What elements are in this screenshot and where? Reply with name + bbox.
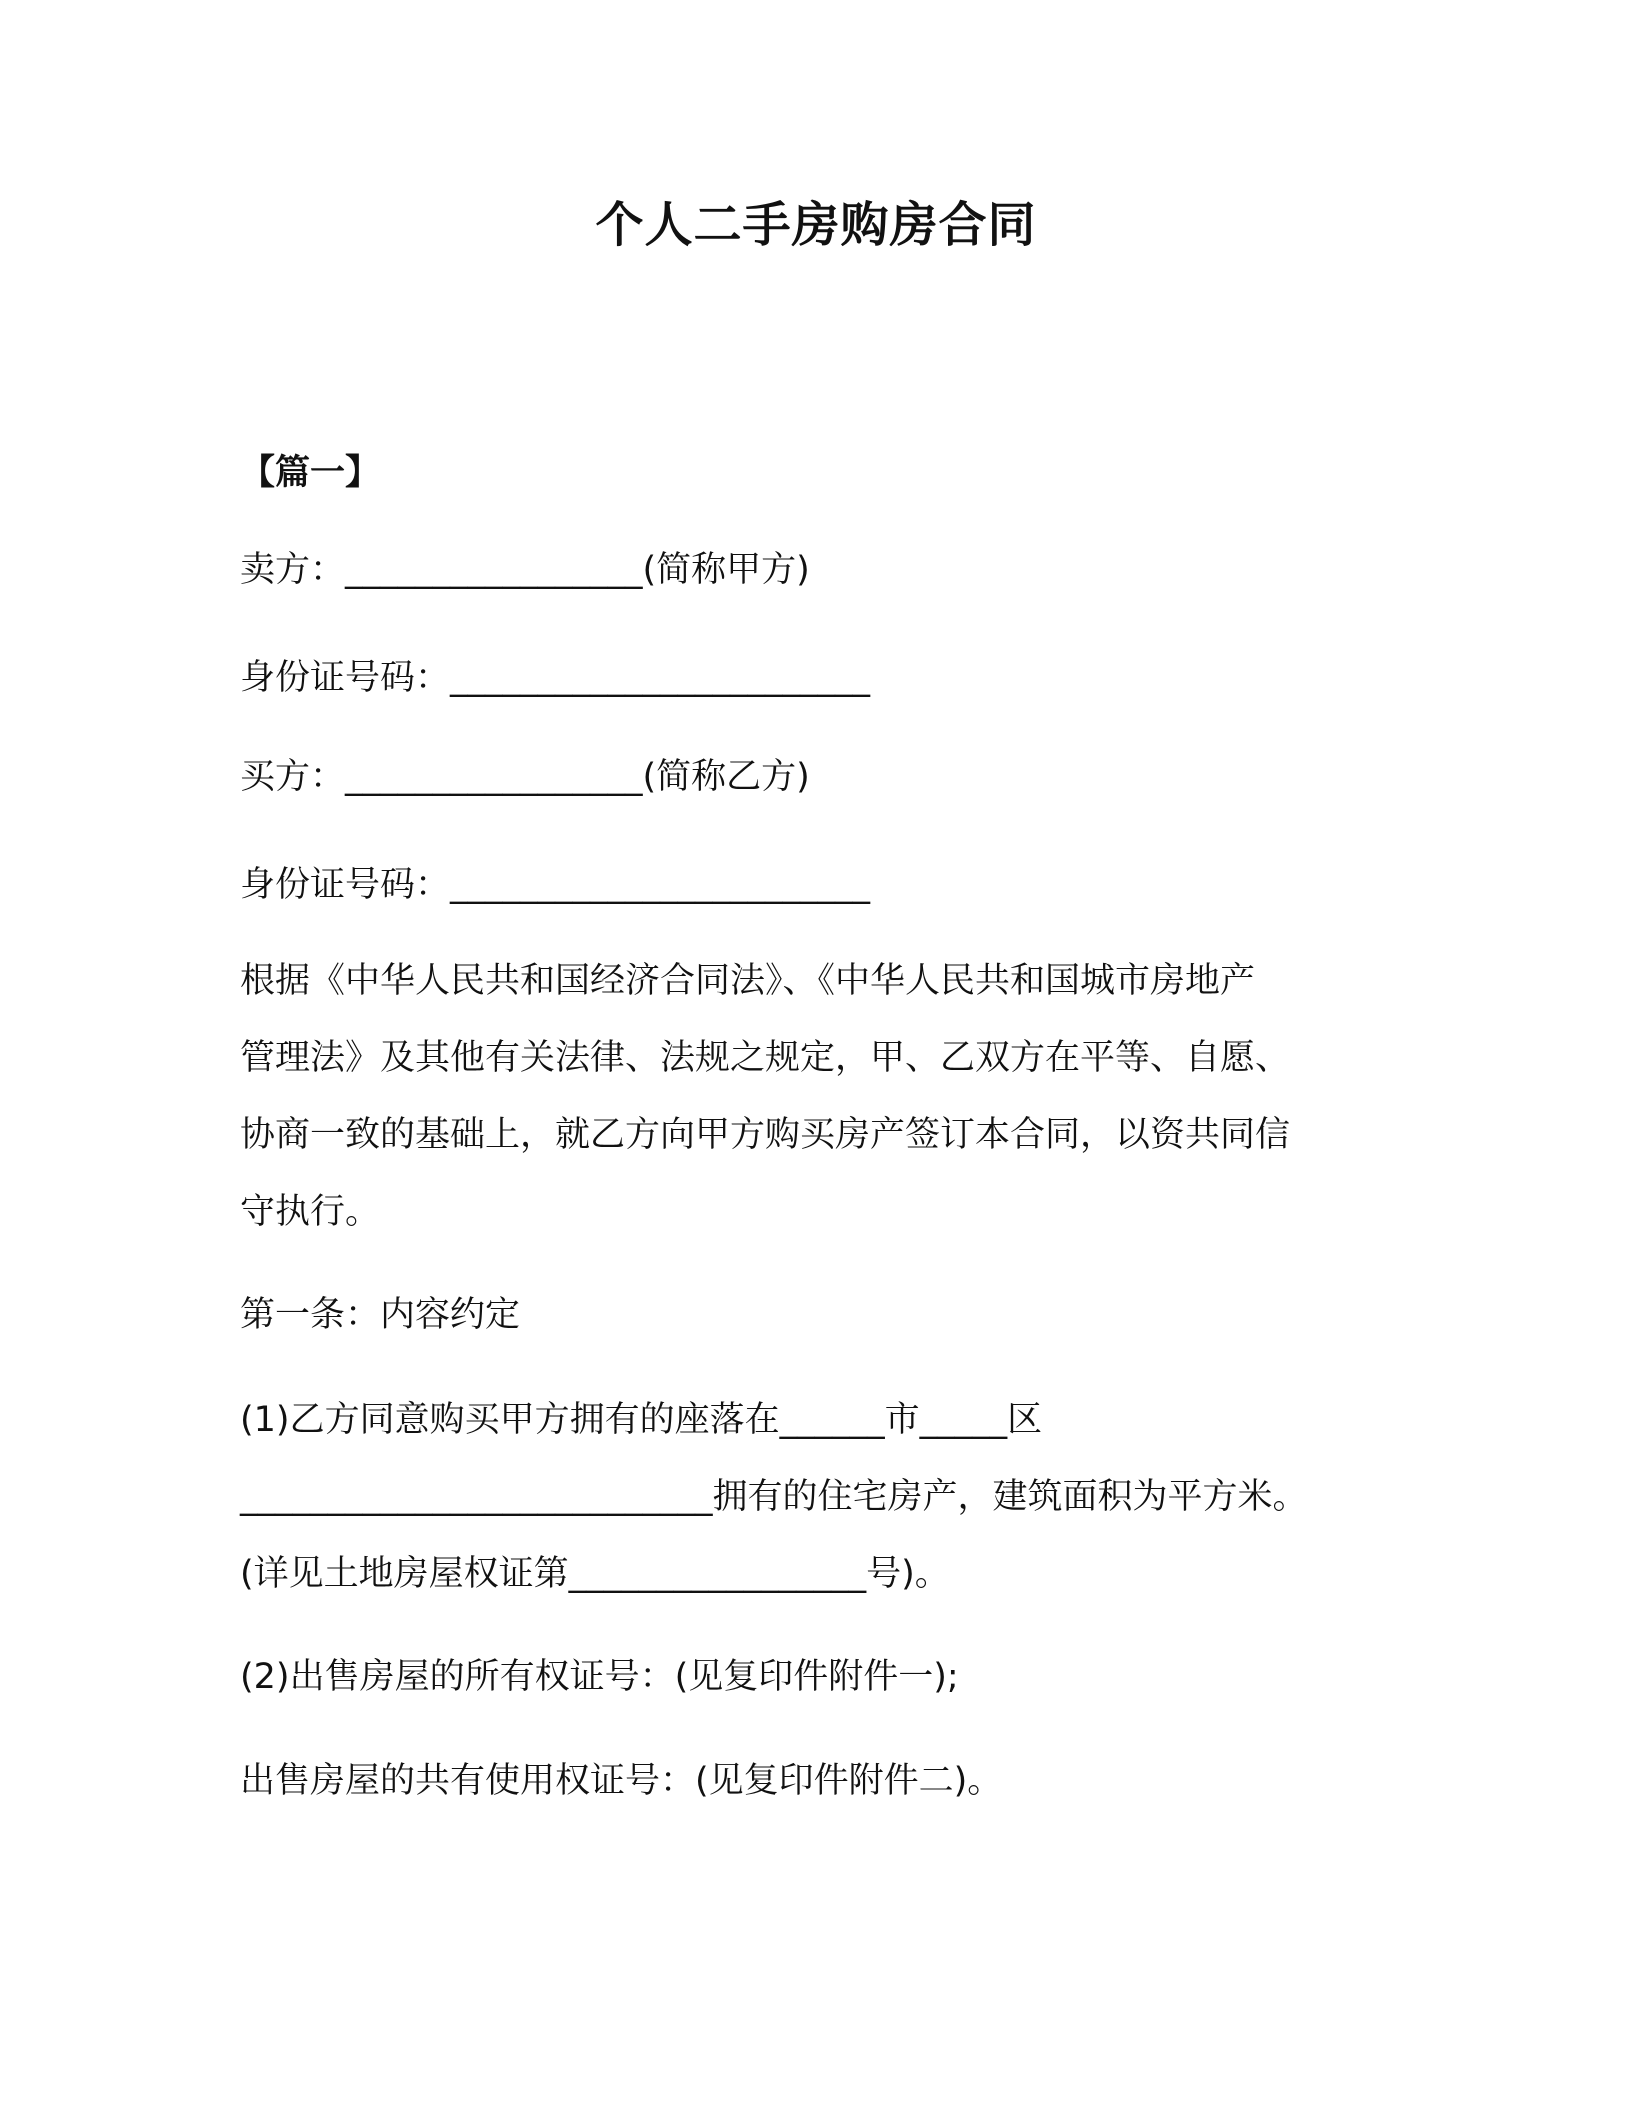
- buyer-id-line: 身份证号码：________________________: [240, 865, 871, 905]
- clause1-line-3: (详见土地房屋权证第_________________号)。: [240, 1554, 950, 1594]
- clause3-line: 出售房屋的共有使用权证号：(见复印件附件二)。: [240, 1761, 1003, 1801]
- preamble-line-4: 守执行。: [240, 1192, 381, 1232]
- preamble-line-1: 根据《中华人民共和国经济合同法》、《中华人民共和国城市房地产: [240, 961, 1256, 1001]
- seller-line: 卖方：_________________(简称甲方): [240, 550, 810, 590]
- clause1-line-2: ___________________________拥有的住宅房产，建筑面积为平方米。: [240, 1477, 1308, 1517]
- article1-heading: 第一条：内容约定: [240, 1295, 521, 1335]
- seller-id-line: 身份证号码：________________________: [240, 658, 871, 698]
- clause2-line: (2)出售房屋的所有权证号：(见复印件附件一);: [240, 1657, 959, 1697]
- preamble-line-2: 管理法》及其他有关法律、法规之规定，甲、乙双方在平等、自愿、: [240, 1038, 1291, 1078]
- section-label: 【篇一】: [240, 453, 381, 493]
- preamble-line-3: 协商一致的基础上，就乙方向甲方购买房产签订本合同，以资共同信: [240, 1115, 1291, 1155]
- document-title: 个人二手房购房合同: [595, 197, 1037, 253]
- buyer-line: 买方：_________________(简称乙方): [240, 757, 810, 797]
- clause1-line-1: (1)乙方同意购买甲方拥有的座落在______市_____区: [240, 1400, 1043, 1440]
